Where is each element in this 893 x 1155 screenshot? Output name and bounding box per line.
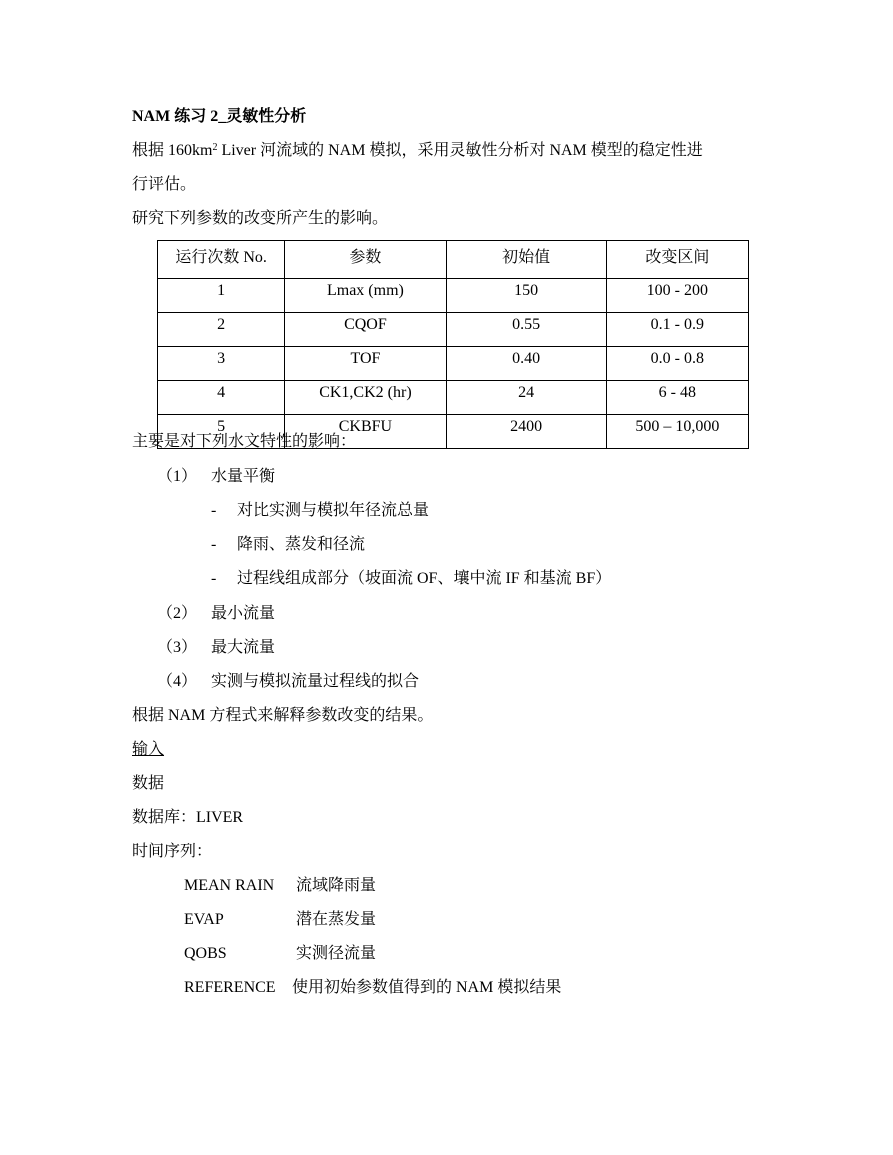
timeseries-desc: 使用初始参数值得到的 NAM 模拟结果 bbox=[292, 979, 562, 996]
timeseries-desc: 潜在蒸发量 bbox=[296, 911, 377, 928]
effect-number: （1） bbox=[157, 468, 198, 485]
timeseries-item bbox=[184, 978, 561, 998]
cell-parameter: TOF bbox=[285, 347, 446, 381]
cell-run-no: 2 bbox=[158, 313, 285, 347]
cell-parameter: Lmax (mm) bbox=[285, 279, 446, 313]
timeseries-desc: 流域降雨量 bbox=[296, 877, 377, 894]
dash-bullet: - bbox=[211, 570, 217, 587]
superscript-2: 2 bbox=[212, 142, 218, 153]
effect-text: 最小流量 bbox=[211, 605, 276, 622]
effect-item bbox=[157, 604, 275, 624]
study-line: 研究下列参数的改变所产生的影响。 bbox=[132, 210, 389, 227]
parameter-table bbox=[157, 240, 749, 449]
header-change-range: 改变区间 bbox=[606, 241, 748, 279]
cell-change-range: 6 - 48 bbox=[606, 381, 748, 415]
effects-intro: 主要是对下列水文特性的影响： bbox=[132, 433, 357, 450]
intro-text-1: 根据 160km bbox=[132, 142, 213, 159]
cell-initial-value: 2400 bbox=[446, 415, 606, 449]
timeseries-key: REFERENCE bbox=[184, 979, 276, 996]
header-parameter: 参数 bbox=[285, 241, 446, 279]
dash-bullet: - bbox=[211, 502, 217, 519]
cell-initial-value: 0.55 bbox=[446, 313, 606, 347]
cell-run-no: 5 bbox=[158, 415, 285, 449]
sub-item bbox=[211, 501, 429, 521]
page-title: NAM 练习 2_灵敏性分析 bbox=[132, 108, 307, 125]
intro-paragraph bbox=[132, 141, 703, 161]
cell-change-range: 100 - 200 bbox=[606, 279, 748, 313]
intro-text-2: Liver 河流域的 NAM 模拟，采用灵敏性分析对 NAM 模型的稳定性进 bbox=[217, 142, 703, 159]
timeseries-item bbox=[184, 944, 376, 964]
sub-item-text: 对比实测与模拟年径流总量 bbox=[237, 502, 430, 519]
cell-change-range: 0.0 - 0.8 bbox=[606, 347, 748, 381]
cell-parameter: CK1,CK2 (hr) bbox=[285, 381, 446, 415]
table-header-row bbox=[158, 241, 749, 279]
timeseries-item bbox=[184, 876, 376, 896]
cell-change-range: 0.1 - 0.9 bbox=[606, 313, 748, 347]
explain-line: 根据 NAM 方程式来解释参数改变的结果。 bbox=[132, 707, 434, 724]
timeseries-key: QOBS bbox=[184, 945, 227, 962]
data-label: 数据 bbox=[132, 775, 165, 792]
table-row bbox=[158, 347, 749, 381]
effect-item bbox=[157, 638, 275, 658]
cell-change-range: 500 – 10,000 bbox=[606, 415, 748, 449]
timeseries-key: EVAP bbox=[184, 911, 224, 928]
sub-item-text: 降雨、蒸发和径流 bbox=[237, 536, 366, 553]
timeseries-key: MEAN RAIN bbox=[184, 877, 275, 894]
timeseries-item bbox=[184, 910, 376, 930]
cell-initial-value: 150 bbox=[446, 279, 606, 313]
sub-item bbox=[211, 535, 365, 555]
intro-continuation: 行评估。 bbox=[132, 176, 197, 193]
effect-text: 实测与模拟流量过程线的拟合 bbox=[211, 673, 420, 690]
effect-number: （2） bbox=[157, 605, 198, 622]
effect-text: 水量平衡 bbox=[211, 468, 276, 485]
timeseries-desc: 实测径流量 bbox=[296, 945, 377, 962]
effect-text: 最大流量 bbox=[211, 639, 276, 656]
table-row bbox=[158, 279, 749, 313]
cell-initial-value: 24 bbox=[446, 381, 606, 415]
header-initial-value: 初始值 bbox=[446, 241, 606, 279]
effect-item bbox=[157, 467, 275, 487]
header-run-no: 运行次数 No. bbox=[158, 241, 285, 279]
table-row bbox=[158, 313, 749, 347]
cell-parameter: CQOF bbox=[285, 313, 446, 347]
database-line: 数据库：LIVER bbox=[132, 809, 244, 826]
input-heading: 输入 bbox=[132, 741, 165, 758]
dash-bullet: - bbox=[211, 536, 217, 553]
timeseries-label: 时间序列： bbox=[132, 843, 213, 860]
effect-number: （4） bbox=[157, 673, 198, 690]
effect-item bbox=[157, 672, 419, 692]
cell-parameter: CKBFU bbox=[285, 415, 446, 449]
sub-item-text: 过程线组成部分（坡面流 OF、壤中流 IF 和基流 BF） bbox=[237, 570, 612, 587]
sub-item bbox=[211, 569, 611, 589]
effect-number: （3） bbox=[157, 639, 198, 656]
cell-run-no: 1 bbox=[158, 279, 285, 313]
table-row bbox=[158, 381, 749, 415]
cell-run-no: 4 bbox=[158, 381, 285, 415]
cell-run-no: 3 bbox=[158, 347, 285, 381]
cell-initial-value: 0.40 bbox=[446, 347, 606, 381]
